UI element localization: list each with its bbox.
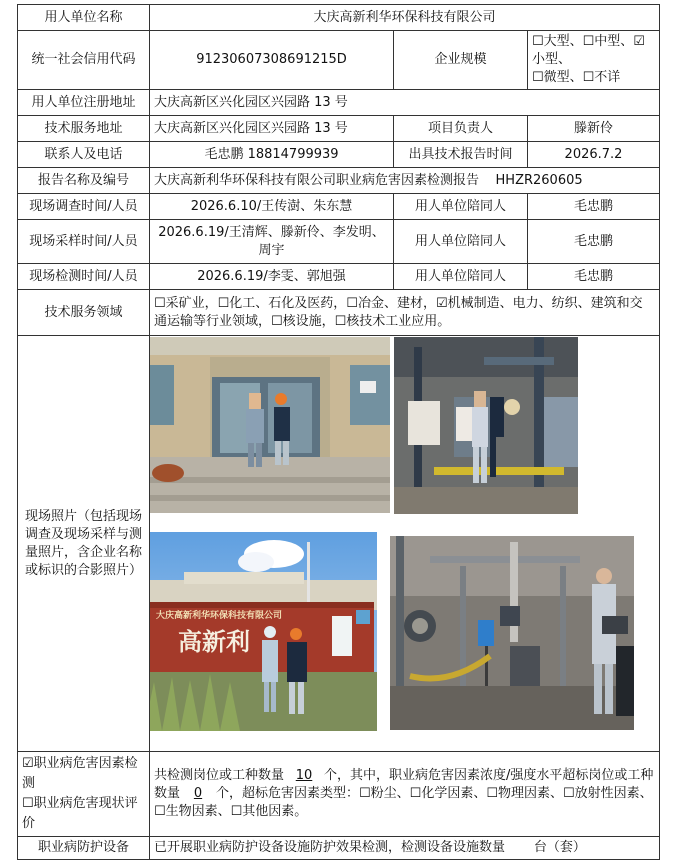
row-contact [18,142,660,168]
assessment-count-exceed: 0 [193,786,203,801]
sampling-escort-value: 毛忠鹏 [528,220,660,264]
photo-pipe-work-site [390,536,634,730]
row-protective-equipment [18,837,660,860]
assessment-count-total: 10 [295,768,313,783]
sign-text-main: 高新利 [178,628,250,656]
project-manager-label: 项目负责人 [394,116,528,142]
testing-escort-label: 用人单位陪同人 [394,264,528,290]
row-unit-name [18,5,660,31]
report-label: 报告名称及编号 [18,168,150,194]
assessment-text-c: 个，超标危害因素类型：☐粉尘、☐化学因素、☐物理因素、☐放射性因素、☐生物因素、☐其他因素。 [154,786,653,819]
technical-service-info-table [17,4,660,860]
assessment-label-detection: ☑职业病危害因素检测 [22,756,138,791]
reg-address-label: 用人单位注册地址 [18,90,150,116]
service-field-label: 技术服务领域 [18,290,150,336]
testing-escort-value: 毛忠鹏 [528,264,660,290]
row-credit-code [18,31,660,90]
report-value: 大庆高新利华环保科技有限公司职业病危害因素检测报告 HHZR260605 [150,168,660,194]
testing-value: 2026.6.19/李雯、郭旭强 [150,264,394,290]
survey-label: 现场调查时间/人员 [18,194,150,220]
unit-name-value: 大庆高新利华环保科技有限公司 [150,5,660,31]
report-date-value: 2026.7.2 [528,142,660,168]
service-field-value: ☐采矿业，☐化工、石化及医药，☐冶金、建材，☑机械制造、电力、纺织、建筑和交通运输等行业领域，☐核设施，☐核技术工业应用。 [150,290,660,336]
photo-company-sign [150,532,378,731]
sampling-value: 2026.6.19/王清辉、滕新伶、李发明、周宇 [150,220,394,264]
contact-value: 毛忠鹏 18814799939 [150,142,394,168]
report-date-label: 出具技术报告时间 [394,142,528,168]
testing-label: 现场检测时间/人员 [18,264,150,290]
row-service-address [18,116,660,142]
row-sampling [18,220,660,264]
assessment-label-evaluation: ☐职业病危害现状评价 [22,796,138,831]
unit-name-label: 用人单位名称 [18,5,150,31]
assessment-text-b: 个，其中，职业病危害因素浓度/强度水平超标岗位或工种数量 [154,768,654,801]
sampling-label: 现场采样时间/人员 [18,220,150,264]
photos-label: 现场照片（包括现场调查及现场采样与测量照片，含企业名称或标识的合影照片） [18,336,150,752]
project-manager-value: 滕新伶 [528,116,660,142]
photo-building-entrance [150,337,390,513]
sampling-escort-label: 用人单位陪同人 [394,220,528,264]
survey-escort-label: 用人单位陪同人 [394,194,528,220]
row-report [18,168,660,194]
reg-address-value: 大庆高新区兴化园区兴园路 13 号 [150,90,660,116]
assessment-text-a: 共检测岗位或工种数量 [154,768,285,783]
survey-value: 2026.6.10/王传澍、朱东慧 [150,194,394,220]
row-service-field [18,290,660,336]
service-address-value: 大庆高新区兴化园区兴园路 13 号 [150,116,394,142]
credit-code-value: 91230607308691215D [150,31,394,90]
contact-label: 联系人及电话 [18,142,150,168]
credit-code-label: 统一社会信用代码 [18,31,150,90]
scale-options-line1: ☐大型、☐中型、☑小型、 [532,34,645,67]
service-address-label: 技术服务地址 [18,116,150,142]
row-survey [18,194,660,220]
row-testing [18,264,660,290]
row-photos [18,336,660,752]
protective-equipment-label: 职业病防护设备 [18,837,150,860]
sign-text-top: 大庆高新利华环保科技有限公司 [156,611,283,621]
photo-equipment-room [394,337,578,514]
scale-options-line2: ☐微型、☐不详 [532,70,621,85]
survey-escort-value: 毛忠鹏 [528,194,660,220]
photos-cell [150,336,660,752]
protective-equipment-value: 已开展职业病防护设备设施防护效果检测，检测设备设施数量 台（套） [150,837,660,860]
enterprise-scale-label: 企业规模 [394,31,528,90]
enterprise-scale-options [528,31,660,90]
row-reg-address [18,90,660,116]
